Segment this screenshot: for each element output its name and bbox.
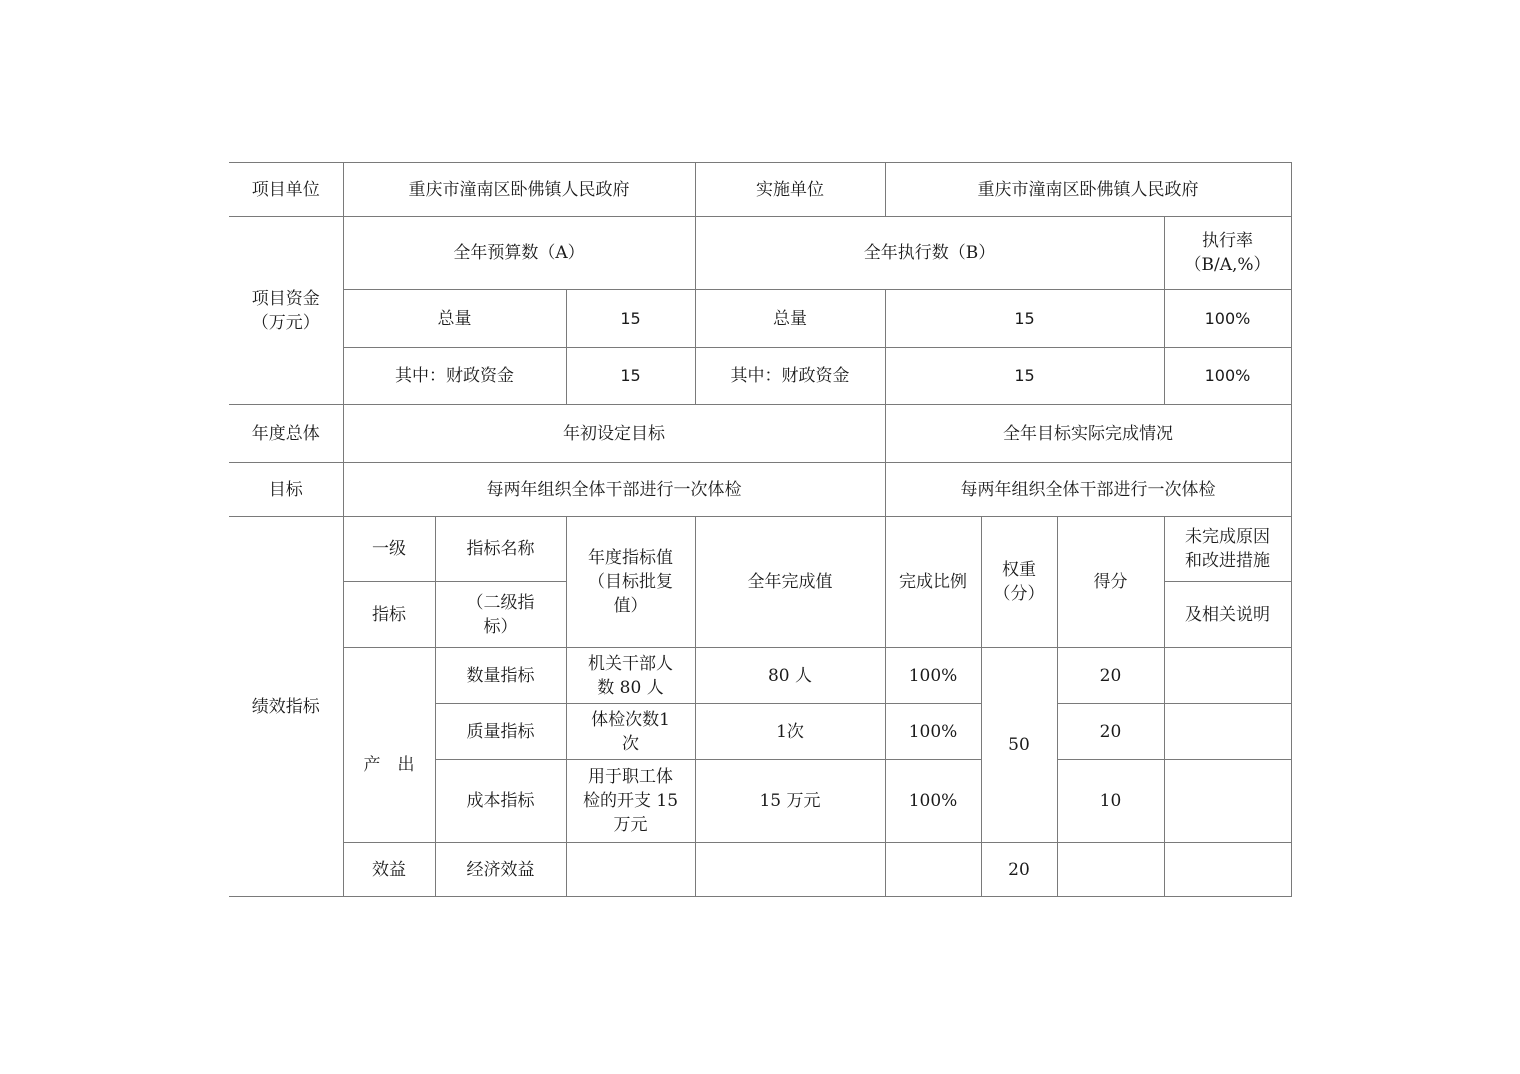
score-header: 得分 — [1057, 517, 1164, 648]
output-label: 产 出 — [343, 648, 435, 843]
annual-target-header-line1: 年度指标值 — [588, 548, 673, 568]
indicator-target — [566, 760, 695, 843]
output-weight: 50 — [981, 648, 1057, 843]
total-budget-value: 15 — [566, 290, 695, 348]
execution-header: 全年执行数（B） — [695, 217, 1164, 290]
total-rate-value: 100% — [1164, 290, 1291, 348]
project-funds-label — [229, 217, 343, 405]
implementing-unit-label: 实施单位 — [695, 163, 885, 217]
project-unit-value: 重庆市潼南区卧佛镇人民政府 — [343, 163, 695, 217]
indicator-ratio: 100% — [885, 704, 981, 760]
fiscal-exec-label: 其中：财政资金 — [695, 348, 885, 405]
actual-goal-value: 每两年组织全体干部进行一次体检 — [885, 463, 1291, 517]
indicator-target — [566, 648, 695, 704]
benefit-target — [566, 843, 695, 897]
indicator-actual: 1次 — [695, 704, 885, 760]
execution-rate-header-line2: （B/A,%） — [1184, 255, 1271, 275]
indicator-target-line2: 数 80 人 — [597, 677, 664, 698]
indicator-score: 20 — [1057, 704, 1164, 760]
indicator-name: 质量指标 — [435, 704, 566, 760]
annual-actual-header: 全年完成值 — [695, 517, 885, 648]
execution-rate-header-line1: 执行率 — [1202, 231, 1253, 251]
actual-goal-header: 全年目标实际完成情况 — [885, 405, 1291, 463]
implementing-unit-value: 重庆市潼南区卧佛镇人民政府 — [885, 163, 1291, 217]
total-budget-label: 总量 — [343, 290, 566, 348]
indicator-name-header-b-line2: 标） — [483, 616, 518, 637]
annual-target-header — [566, 517, 695, 648]
annual-goal-label-line2: 目标 — [229, 463, 343, 517]
total-exec-label: 总量 — [695, 290, 885, 348]
annual-target-header-line3: 值） — [613, 596, 648, 616]
initial-goal-value: 每两年组织全体干部进行一次体检 — [343, 463, 885, 517]
indicator-target-line2: 次 — [622, 733, 639, 754]
benefit-actual — [695, 843, 885, 897]
performance-indicator-label: 绩效指标 — [229, 517, 343, 897]
indicator-name: 成本指标 — [435, 760, 566, 843]
reason-header-line1: 未完成原因 — [1185, 527, 1270, 547]
fiscal-budget-value: 15 — [566, 348, 695, 405]
benefit-label: 效益 — [343, 843, 435, 897]
indicator-actual: 80 人 — [695, 648, 885, 704]
project-funds-label-line1: 项目资金 — [251, 288, 320, 309]
execution-rate-header — [1164, 217, 1291, 290]
indicator-target-line1: 体检次数1 — [591, 709, 670, 730]
indicator-name-header-b — [435, 582, 566, 648]
fiscal-exec-value: 15 — [885, 348, 1164, 405]
indicator-target-line1: 用于职工体 — [588, 767, 673, 787]
fiscal-rate-value: 100% — [1164, 348, 1291, 405]
indicator-reason — [1164, 760, 1291, 843]
indicator-target — [566, 704, 695, 760]
reason-header-line2: 和改进措施 — [1185, 551, 1270, 571]
indicator-ratio: 100% — [885, 760, 981, 843]
performance-evaluation-table — [229, 162, 1292, 897]
indicator-name: 数量指标 — [435, 648, 566, 704]
fiscal-budget-label: 其中：财政资金 — [343, 348, 566, 405]
annual-target-header-line2: （目标批复 — [588, 572, 673, 592]
project-unit-label: 项目单位 — [229, 163, 343, 217]
indicator-actual: 15 万元 — [695, 760, 885, 843]
indicator-score: 10 — [1057, 760, 1164, 843]
budget-header: 全年预算数（A） — [343, 217, 695, 290]
level1-header-a: 一级 — [343, 517, 435, 582]
project-funds-label-line2: （万元） — [251, 312, 320, 333]
indicator-target-line2: 检的开支 15 — [582, 791, 679, 811]
level1-header-b: 指标 — [343, 582, 435, 648]
indicator-target-line3: 万元 — [613, 815, 648, 835]
annual-goal-label-line1: 年度总体 — [229, 405, 343, 463]
indicator-target-line1: 机关干部人 — [588, 653, 673, 674]
indicator-ratio: 100% — [885, 648, 981, 704]
benefit-ratio — [885, 843, 981, 897]
initial-goal-header: 年初设定目标 — [343, 405, 885, 463]
completion-ratio-header: 完成比例 — [885, 517, 981, 648]
reason-header-a — [1164, 517, 1291, 582]
benefit-reason — [1164, 843, 1291, 897]
weight-header-line1: 权重 — [1002, 560, 1036, 580]
indicator-name-header-a: 指标名称 — [435, 517, 566, 582]
indicator-score: 20 — [1057, 648, 1164, 704]
benefit-score — [1057, 843, 1164, 897]
benefit-weight: 20 — [981, 843, 1057, 897]
total-exec-value: 15 — [885, 290, 1164, 348]
benefit-name: 经济效益 — [435, 843, 566, 897]
weight-header-line2: （分） — [993, 584, 1045, 604]
indicator-name-header-b-line1: （二级指 — [466, 592, 535, 613]
indicator-reason — [1164, 704, 1291, 760]
weight-header — [981, 517, 1057, 648]
indicator-reason — [1164, 648, 1291, 704]
reason-header-b: 及相关说明 — [1164, 582, 1291, 648]
